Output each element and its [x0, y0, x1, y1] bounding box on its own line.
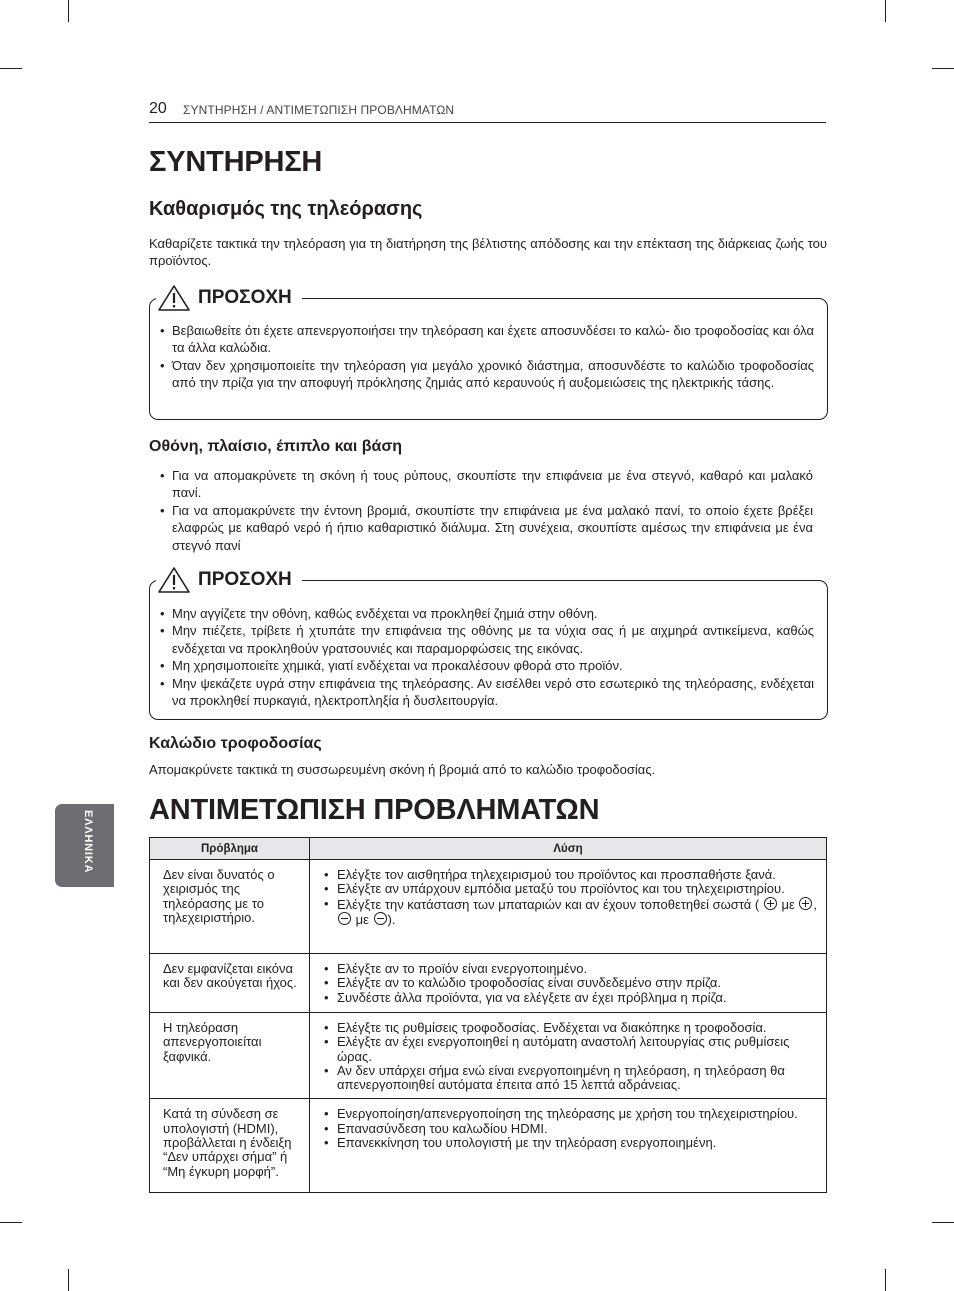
cleaning-heading: Καθαρισμός της τηλεόρασης: [149, 198, 423, 220]
caution-title: [156, 284, 302, 312]
running-header-title: ΣΥΝΤΗΡΗΣΗ / ΑΝΤΙΜΕΤΩΠΙΣΗ ΠΡΟΒΛΗΜΑΤΩΝ: [183, 103, 455, 117]
caution-box: [149, 287, 828, 420]
crop-mark: [68, 0, 69, 22]
screen-heading: Οθόνη, πλαίσιο, έπιπλο και βάση: [149, 438, 403, 455]
list-item: • Ελέγξτε αν έχει ενεργοποιηθεί η αυτόματη αναστολή λειτουργίας στις ρυθμίσεις ώρας.: [324, 1035, 820, 1064]
column-header-solution: Λύση: [310, 838, 827, 860]
list-item: • Ελέγξτε τον αισθητήρα τηλεχειρισμού του προϊόντος και προσπαθήστε ξανά.: [324, 868, 820, 882]
list-item: • Επανασύνδεση του καλωδίου HDMI.: [324, 1122, 820, 1136]
crop-mark: [932, 68, 954, 69]
list-item: • Μην ψεκάζετε υγρά στην επιφάνεια της τηλεόρασης. Αν εισέλθει νερό στο εσωτερικό της τηλεόρασης, ενδέχεται να προκληθεί πυρκαγιά, ηλεκτροπληξία ή δυσλειτουργία.: [160, 675, 814, 710]
list-item: • Για να απομακρύνετε την έντονη βρομιά, σκουπίστε την επιφάνεια με ένα μαλακό πανί, το οποίο έχετε βρέξει ελαφρώς με καθαρό νερό ή ήπιο καθαριστικό διάλυμα. Στη συνέχεια, σκουπίστε αμέσως την επιφάνεια με ένα στεγνό πανί: [160, 502, 813, 554]
column-header-problem: Πρόβλημα: [150, 838, 310, 860]
power-cord-heading: Καλώδιο τροφοδοσίας: [149, 735, 322, 752]
problem-cell: Η τηλεόραση απενεργοποιείται ξαφνικά.: [150, 1013, 310, 1099]
solution-list: [324, 1021, 820, 1092]
table-row: [150, 1013, 827, 1099]
plus-terminal-icon: [764, 897, 777, 910]
list-item: • Ελέγξτε αν το προϊόν είναι ενεργοποιημένο.: [324, 962, 820, 976]
list-item: • Μην πιέζετε, τρίβετε ή χτυπάτε την επιφάνεια της οθόνης με τα νύχια σας ή με αιχμηρά αντικείμενα, καθώς ενδέχεται να προκληθούν γρατσουνιές και παραμορφώσεις της εικόνας.: [160, 622, 814, 657]
list-item: [324, 897, 820, 928]
list-item: • Επανεκκίνηση του υπολογιστή με την τηλεόραση ενεργοποιημένη.: [324, 1136, 820, 1150]
crop-mark: [885, 1269, 886, 1291]
running-header: [149, 100, 826, 123]
caution-box: [149, 569, 828, 720]
page-number: 20: [149, 100, 167, 117]
crop-mark: [932, 1222, 954, 1223]
list-item: • Ενεργοποίηση/απενεργοποίηση της τηλεόρασης με χρήση του τηλεχειριστηρίου.: [324, 1107, 820, 1121]
screen-care-list: [160, 467, 813, 554]
caution-label: ΠΡΟΣΟΧΗ: [198, 569, 292, 590]
language-tab-label: ΕΛΛΗΝΙΚΑ: [82, 810, 94, 874]
plus-terminal-icon: [799, 897, 812, 910]
list-item: • Ελέγξτε αν υπάρχουν εμπόδια μεταξύ του προϊόντος και του τηλεχειριστηρίου.: [324, 882, 820, 896]
list-item: • Ελέγξτε αν το καλώδιο τροφοδοσίας είναι συνδεδεμένο στην πρίζα.: [324, 976, 820, 990]
list-item: • Αν δεν υπάρχει σήμα ενώ είναι ενεργοποιημένη η τηλεόραση, η τηλεόραση θα απενεργοποιηθεί αυτόματα έπειτα από 15 λεπτά αδράνειας.: [324, 1064, 820, 1093]
caution-title: [156, 566, 302, 594]
list-item: • Μην αγγίζετε την οθόνη, καθώς ενδέχεται να προκληθεί ζημιά στην οθόνη.: [160, 605, 814, 622]
solution-cell: [310, 1099, 827, 1193]
cleaning-intro: Καθαρίζετε τακτικά την τηλεόραση για τη διατήρηση της βέλτιστης απόδοσης και την επέκταση της διάρκειας ζωής του προϊόντος.: [149, 236, 827, 269]
minus-terminal-icon: [338, 912, 351, 925]
table-header-row: [150, 838, 827, 860]
solution-list: [324, 962, 820, 1005]
battery-text-end: ).: [387, 911, 396, 927]
battery-comma: ,: [813, 896, 818, 912]
list-item: • Για να απομακρύνετε τη σκόνη ή τους ρύπους, σκουπίστε την επιφάνεια με ένα στεγνό, καθαρό και μαλακό πανί.: [160, 467, 813, 502]
maintenance-title: ΣΥΝΤΗΡΗΣΗ: [149, 146, 323, 178]
table-row: [150, 954, 827, 1013]
solution-list: [324, 1107, 820, 1150]
troubleshooting-table: [149, 837, 827, 1193]
minus-terminal-icon: [374, 912, 387, 925]
table-row: [150, 860, 827, 954]
table-row: [150, 1099, 827, 1193]
crop-mark: [68, 1269, 69, 1291]
battery-word: με: [355, 911, 369, 927]
caution-list: [160, 322, 814, 392]
warning-icon: [156, 566, 192, 594]
crop-mark: [0, 1222, 22, 1223]
warning-icon: [156, 284, 192, 312]
power-cord-text: Απομακρύνετε τακτικά τη συσσωρευμένη σκόνη ή βρομιά από το καλώδιο τροφοδοσίας.: [149, 762, 656, 777]
crop-mark: [0, 68, 22, 69]
list-item: • Όταν δεν χρησιμοποιείτε την τηλεόραση για μεγάλο χρονικό διάστημα, αποσυνδέστε το καλώδιο τροφοδοσίας από την πρίζα για την αποφυγή πρόκλησης ζημιάς από κεραυνούς ή αυξομειώσεις της ηλεκτρικής τάσης.: [160, 357, 814, 392]
problem-cell: Δεν εμφανίζεται εικόνα και δεν ακούγεται ήχος.: [150, 954, 310, 1013]
solution-cell: [310, 954, 827, 1013]
troubleshooting-title: ΑΝΤΙΜΕΤΩΠΙΣΗ ΠΡΟΒΛΗΜΑΤΩΝ: [149, 794, 600, 826]
crop-mark: [885, 0, 886, 22]
problem-cell: Δεν είναι δυνατός ο χειρισμός της τηλεόρασης με το τηλεχειριστήριο.: [150, 860, 310, 954]
solution-cell: [310, 860, 827, 954]
problem-cell: Κατά τη σύνδεση σε υπολογιστή (HDMI), προβάλλεται η ένδειξη “Δεν υπάρχει σήμα” ή “Μη έγκυρη μορφή”.: [150, 1099, 310, 1193]
battery-text: Ελέγξτε την κατάσταση των μπαταριών και αν έχουν τοποθετηθεί σωστά (: [337, 896, 760, 912]
list-item: • Ελέγξτε τις ρυθμίσεις τροφοδοσίας. Ενδέχεται να διακόπηκε η τροφοδοσία.: [324, 1021, 820, 1035]
solution-cell: [310, 1013, 827, 1099]
list-item: • Συνδέστε άλλα προϊόντα, για να ελέγξετε αν έχει πρόβλημα η πρίζα.: [324, 991, 820, 1005]
battery-word: με: [781, 896, 795, 912]
caution-list: [160, 605, 814, 709]
solution-list: [324, 868, 820, 927]
list-item: • Μη χρησιμοποιείτε χημικά, γιατί ενδέχεται να προκαλέσουν φθορά στο προϊόν.: [160, 657, 814, 674]
language-tab: [55, 804, 114, 887]
caution-label: ΠΡΟΣΟΧΗ: [198, 287, 292, 308]
list-item: • Βεβαιωθείτε ότι έχετε απενεργοποιήσει την τηλεόραση και έχετε αποσυνδέσει το καλώ- διο τροφοδοσίας και όλα τα άλλα καλώδια.: [160, 322, 814, 357]
